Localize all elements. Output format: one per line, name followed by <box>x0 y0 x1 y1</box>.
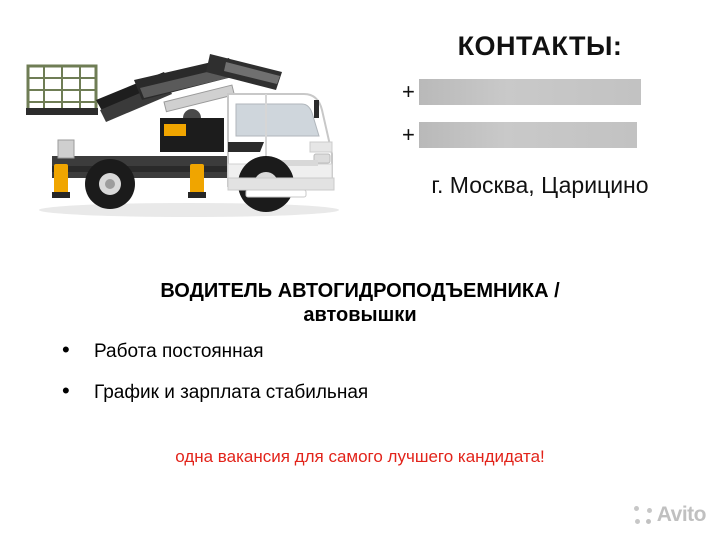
avito-watermark <box>634 503 706 527</box>
headline-line-1: ВОДИТЕЛЬ АВТОГИДРОПОДЪЕМНИКА / <box>160 280 560 302</box>
phone-prefix: + <box>402 78 415 104</box>
city-text: г. Москва, Царицино <box>431 171 649 198</box>
list-item: • График и зарплата стабильная <box>52 383 672 402</box>
contacts-title: КОНТАКТЫ: <box>457 31 623 61</box>
phone-masked-bar[interactable] <box>419 122 637 148</box>
headline-line-2: автовышки <box>303 303 417 326</box>
top-section <box>0 0 720 248</box>
phone-row-1 <box>372 79 708 105</box>
phone-row-2 <box>372 122 708 148</box>
truck-illustration-icon <box>14 14 358 240</box>
benefits-list <box>52 342 672 424</box>
contacts-block <box>372 18 708 238</box>
list-item: • Работа постоянная <box>52 342 672 361</box>
footnote-text: одна вакансия для самого лучшего кандидата! <box>175 447 545 466</box>
watermark-label: Avito <box>656 503 706 526</box>
avito-logo-icon <box>634 506 653 525</box>
page-title <box>0 280 720 327</box>
phone-masked-bar[interactable] <box>419 79 641 105</box>
phone-prefix: + <box>402 121 415 147</box>
truck-photo <box>14 14 358 240</box>
